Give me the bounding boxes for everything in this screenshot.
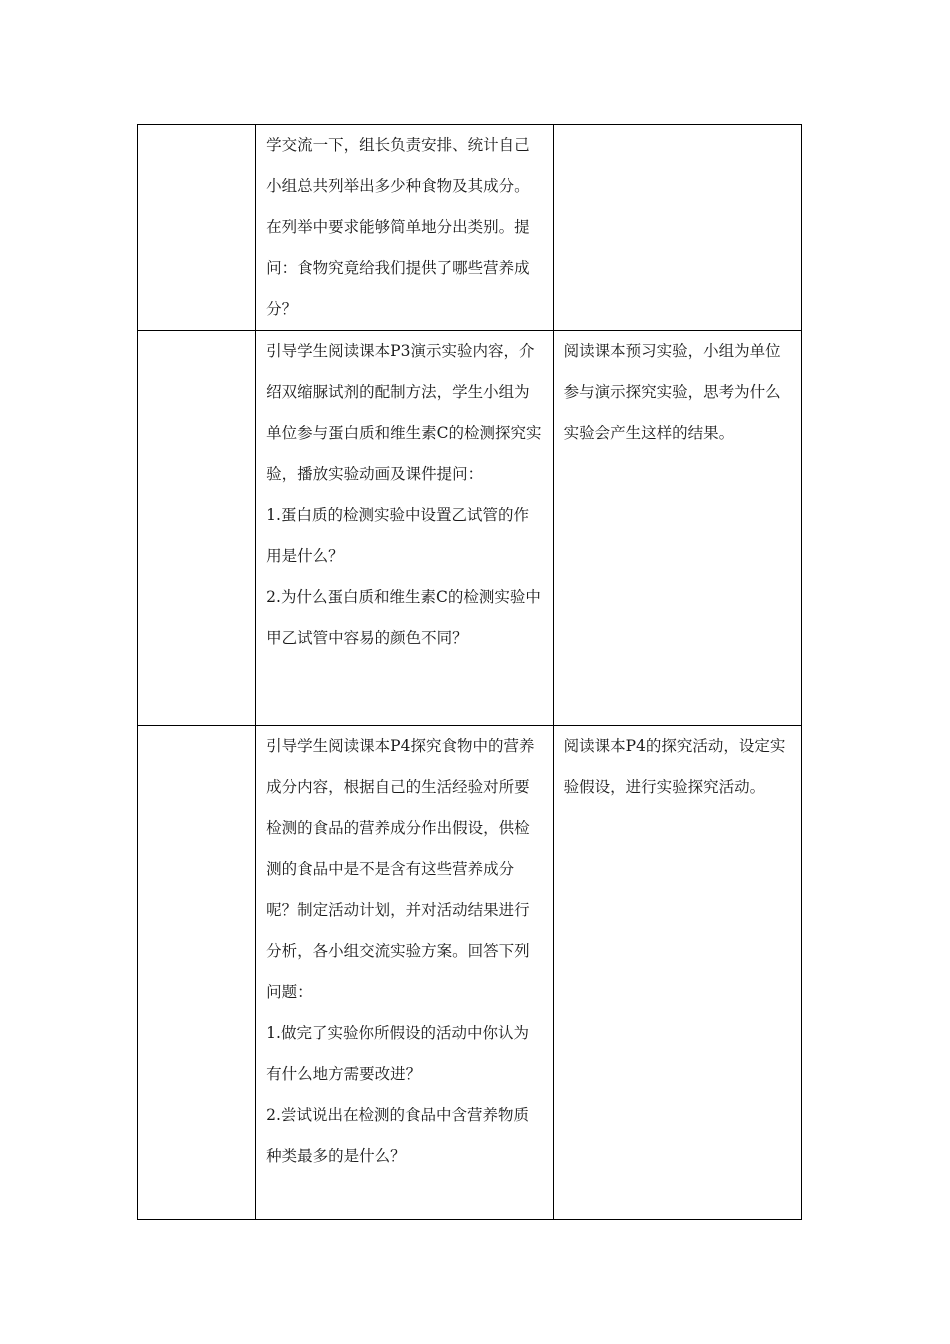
- student-paragraph: 阅读课本P4的探究活动，设定实验假设，进行实验探究活动。: [563, 737, 786, 796]
- student-activity-cell: [553, 331, 801, 726]
- student-activity-cell: [553, 125, 801, 331]
- question-item: 1.蛋白质的检测实验中设置乙试管的作用是什么？: [266, 506, 529, 565]
- student-paragraph: 阅读课本预习实验，小组为单位参与演示探究实验，思考为什么实验会产生这样的结果。: [563, 342, 781, 442]
- question-item: 2.为什么蛋白质和维生素C的检测实验中甲乙试管中容易的颜色不同？: [266, 588, 541, 647]
- teacher-paragraph: 引导学生阅读课本P3演示实验内容，介绍双缩脲试剂的配制方法，学生小组为单位参与蛋白质和维生素C的检测探究实验，播放实验动画及课件提问：: [266, 342, 542, 483]
- stage-cell: [138, 726, 256, 1220]
- teacher-activity-cell: [256, 331, 553, 726]
- teacher-activity-cell: [256, 125, 553, 331]
- student-activity-cell: [553, 726, 801, 1220]
- table-row: [138, 125, 802, 331]
- table-row: [138, 331, 802, 726]
- stage-cell: [138, 125, 256, 331]
- table-row: [138, 726, 802, 1220]
- lesson-plan-table: [137, 124, 802, 1220]
- stage-cell: [138, 331, 256, 726]
- teacher-activity-cell: [256, 726, 553, 1220]
- question-item: 2.尝试说出在检测的食品中含营养物质种类最多的是什么？: [266, 1106, 529, 1165]
- question-item: 1.做完了实验你所假设的活动中你认为有什么地方需要改进？: [266, 1024, 529, 1083]
- teacher-paragraph: 引导学生阅读课本P4探究食物中的营养成分内容，根据自己的生活经验对所要检测的食品的营养成分作出假设，供检测的食品中是不是含有这些营养成分呢？制定活动计划，并对活动结果进行分析，各小组交流实验方案。回答下列问题：: [266, 737, 535, 1001]
- teacher-paragraph: 学交流一下，组长负责安排、统计自己小组总共列举出多少种食物及其成分。在列举中要求能够简单地分出类别。提问：食物究竟给我们提供了哪些营养成分？: [266, 136, 530, 318]
